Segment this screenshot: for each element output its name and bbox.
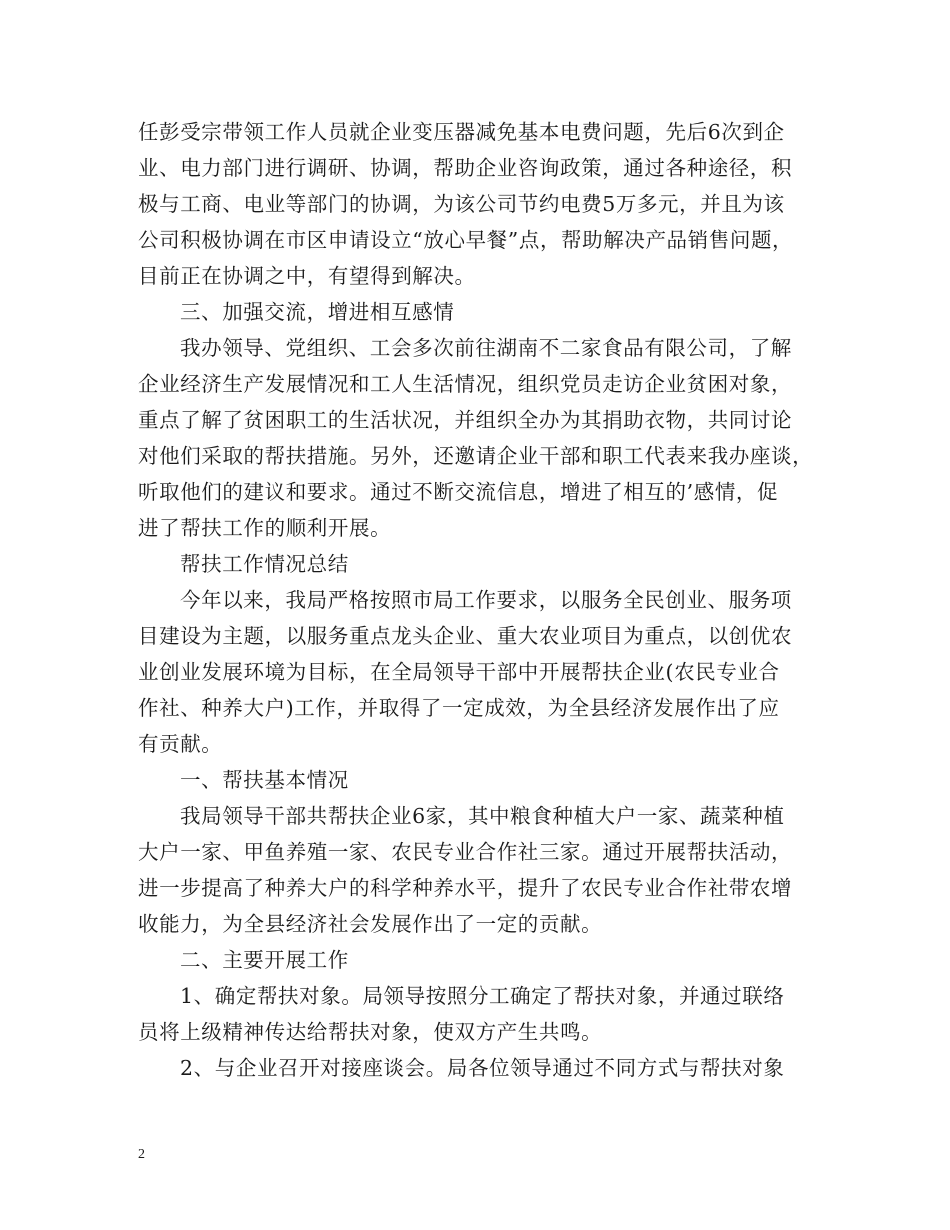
text-line: 听取他们的建议和要求。通过不断交流信息，增进了相互的’感情，促 <box>138 480 779 504</box>
text-line: 今年以来，我局严格按照市局工作要求，以服务全民创业、服务项 <box>180 588 792 612</box>
text-line: 三、加强交流，增进相互感情 <box>180 300 455 324</box>
text-line: 进了帮扶工作的顺利开展。 <box>138 516 392 540</box>
text-line: 企业经济生产发展情况和工人生活情况，组织党员走访企业贫困对象， <box>138 372 793 396</box>
page-number: 2 <box>138 1147 145 1162</box>
text-line: 目建设为主题，以服务重点龙头企业、重大农业项目为重点，以创优农 <box>138 624 793 648</box>
text-line: 对他们采取的帮扶措施。另外，还邀请企业干部和职工代表来我办座谈， <box>138 444 814 468</box>
document-body <box>138 114 828 1086</box>
text-line: 重点了解了贫困职工的生活状况，并组织全办为其捐助衣物，共同讨论 <box>138 408 793 432</box>
text-line: 有贡献。 <box>138 732 223 756</box>
text-line: 进一步提高了种养大户的科学种养水平，提升了农民专业合作社带农增 <box>138 876 793 900</box>
text-line: 2、与企业召开对接座谈会。局各位领导通过不同方式与帮扶对象 <box>180 1056 785 1080</box>
text-line: 业创业发展环境为目标，在全局领导干部中开展帮扶企业(农民专业合 <box>138 660 780 684</box>
text-line: 大户一家、甲鱼养殖一家、农民专业合作社三家。通过开展帮扶活动， <box>138 840 793 864</box>
text-line: 我办领导、党组织、工会多次前往湖南不二家食品有限公司，了解 <box>180 336 792 360</box>
text-line: 二、主要开展工作 <box>180 948 349 972</box>
text-line: 任彭受宗带领工作人员就企业变压器减免基本电费问题，先后6次到企 <box>138 120 785 144</box>
text-line: 公司积极协调在市区申请设立“放心早餐”点，帮助解决产品销售问题， <box>138 228 794 252</box>
text-line: 1、确定帮扶对象。局领导按照分工确定了帮扶对象，并通过联络 <box>180 984 785 1008</box>
text-line: 业、电力部门进行调研、协调，帮助企业咨询政策，通过各种途径，积 <box>138 156 793 180</box>
text-line: 一、帮扶基本情况 <box>180 768 349 792</box>
text-line: 我局领导干部共帮扶企业6家，其中粮食种植大户一家、蔬菜种植 <box>180 804 785 828</box>
text-line: 作社、种养大户)工作，并取得了一定成效，为全县经济发展作出了应 <box>138 696 780 720</box>
text-line: 目前正在协调之中，有望得到解决。 <box>138 264 476 288</box>
text-line: 收能力，为全县经济社会发展作出了一定的贡献。 <box>138 912 603 936</box>
text-line: 员将上级精神传达给帮扶对象，使双方产生共鸣。 <box>138 1020 603 1044</box>
text-line: 极与工商、电业等部门的协调，为该公司节约电费5万多元，并且为该 <box>138 192 785 216</box>
text-line: 帮扶工作情况总结 <box>180 552 349 576</box>
